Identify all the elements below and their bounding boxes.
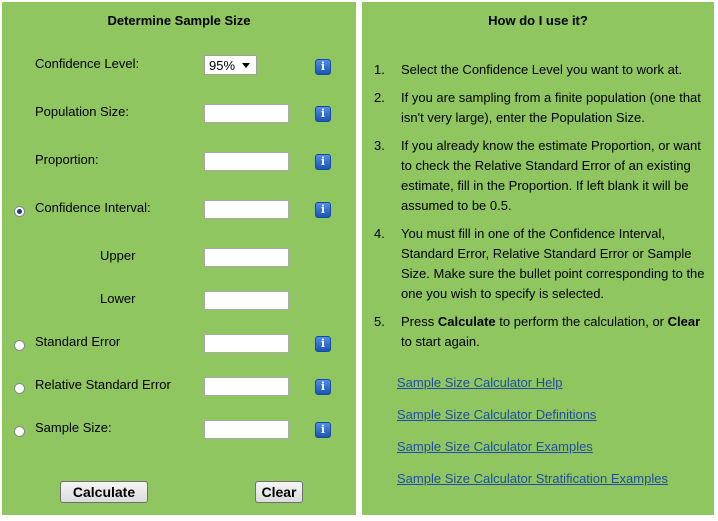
- confidence-level-select[interactable]: [204, 55, 257, 75]
- upper-input[interactable]: [204, 248, 289, 267]
- proportion-input[interactable]: [204, 152, 289, 171]
- confidence-level-label: Confidence Level:: [35, 56, 140, 71]
- sample-size-radio[interactable]: [14, 426, 25, 437]
- info-icon[interactable]: i: [315, 154, 331, 170]
- standard-error-label: Standard Error: [35, 334, 121, 349]
- step-text: to perform the calculation, or: [495, 314, 668, 329]
- step-text: If you already know the estimate Proportion, or want to check the Relative Standard Error of an existing estimate, fill in the Proportion. If left blank it will be assumed to be 0.5.: [401, 138, 701, 213]
- proportion-label: Proportion:: [35, 152, 99, 167]
- info-icon[interactable]: i: [315, 379, 331, 395]
- instruction-step: [372, 88, 708, 128]
- standard-error-input[interactable]: [204, 334, 289, 353]
- step-text: You must fill in one of the Confidence Interval, Standard Error, Relative Standard Error or Sample Size. Make sure the bullet point corresponding to the one you wish to specify is selected.: [401, 226, 705, 301]
- step-text: to start again.: [401, 334, 480, 349]
- info-icon[interactable]: i: [315, 422, 331, 438]
- confidence-level-value: 95%: [209, 58, 236, 73]
- instruction-step: [372, 224, 708, 304]
- confidence-interval-input[interactable]: [204, 200, 289, 219]
- step-text: If you are sampling from a finite population (one that isn't very large), enter the Population Size.: [401, 90, 701, 125]
- definitions-link[interactable]: Sample Size Calculator Definitions: [397, 407, 597, 422]
- standard-error-radio[interactable]: [14, 340, 25, 351]
- chevron-down-icon: [242, 63, 250, 68]
- lower-input[interactable]: [204, 291, 289, 310]
- calculate-button[interactable]: Calculate: [60, 481, 148, 503]
- sample-size-input[interactable]: [204, 420, 289, 439]
- relative-standard-error-label: Relative Standard Error: [35, 377, 171, 392]
- instruction-step: [372, 136, 708, 216]
- info-icon[interactable]: i: [315, 106, 331, 122]
- lower-label: Lower: [100, 291, 136, 306]
- step-number: 1.: [374, 62, 385, 77]
- upper-label: Upper: [100, 248, 136, 263]
- help-link[interactable]: Sample Size Calculator Help: [397, 375, 563, 390]
- population-size-input[interactable]: [204, 104, 289, 123]
- step-number: 2.: [374, 90, 385, 105]
- step-text: Press: [401, 314, 438, 329]
- instruction-step: [372, 312, 708, 352]
- sample-size-label: Sample Size:: [35, 420, 112, 435]
- relative-standard-error-input[interactable]: [204, 377, 289, 396]
- step-number: 3.: [374, 138, 385, 153]
- step-number: 5.: [374, 314, 385, 329]
- info-icon[interactable]: i: [315, 59, 331, 75]
- determine-sample-size-panel: [2, 2, 356, 515]
- step-text: Select the Confidence Level you want to work at.: [401, 62, 683, 77]
- info-icon[interactable]: i: [315, 336, 331, 352]
- stratification-examples-link[interactable]: Sample Size Calculator Stratification Examples: [397, 471, 668, 486]
- confidence-interval-radio[interactable]: [14, 206, 25, 217]
- step-text-calculate: Calculate: [437, 314, 496, 329]
- clear-button[interactable]: Clear: [255, 481, 303, 503]
- confidence-interval-label: Confidence Interval:: [35, 200, 151, 215]
- how-to-use-panel: [362, 2, 714, 515]
- instruction-list: [372, 60, 708, 360]
- step-text-clear: Clear: [667, 314, 701, 329]
- population-size-label: Population Size:: [35, 104, 129, 119]
- examples-link[interactable]: Sample Size Calculator Examples: [397, 439, 593, 454]
- panel-title: Determine Sample Size: [107, 13, 251, 28]
- step-number: 4.: [374, 226, 385, 241]
- instruction-step: [372, 60, 708, 80]
- help-title: How do I use it?: [488, 13, 588, 28]
- relative-standard-error-radio[interactable]: [14, 383, 25, 394]
- info-icon[interactable]: i: [315, 202, 331, 218]
